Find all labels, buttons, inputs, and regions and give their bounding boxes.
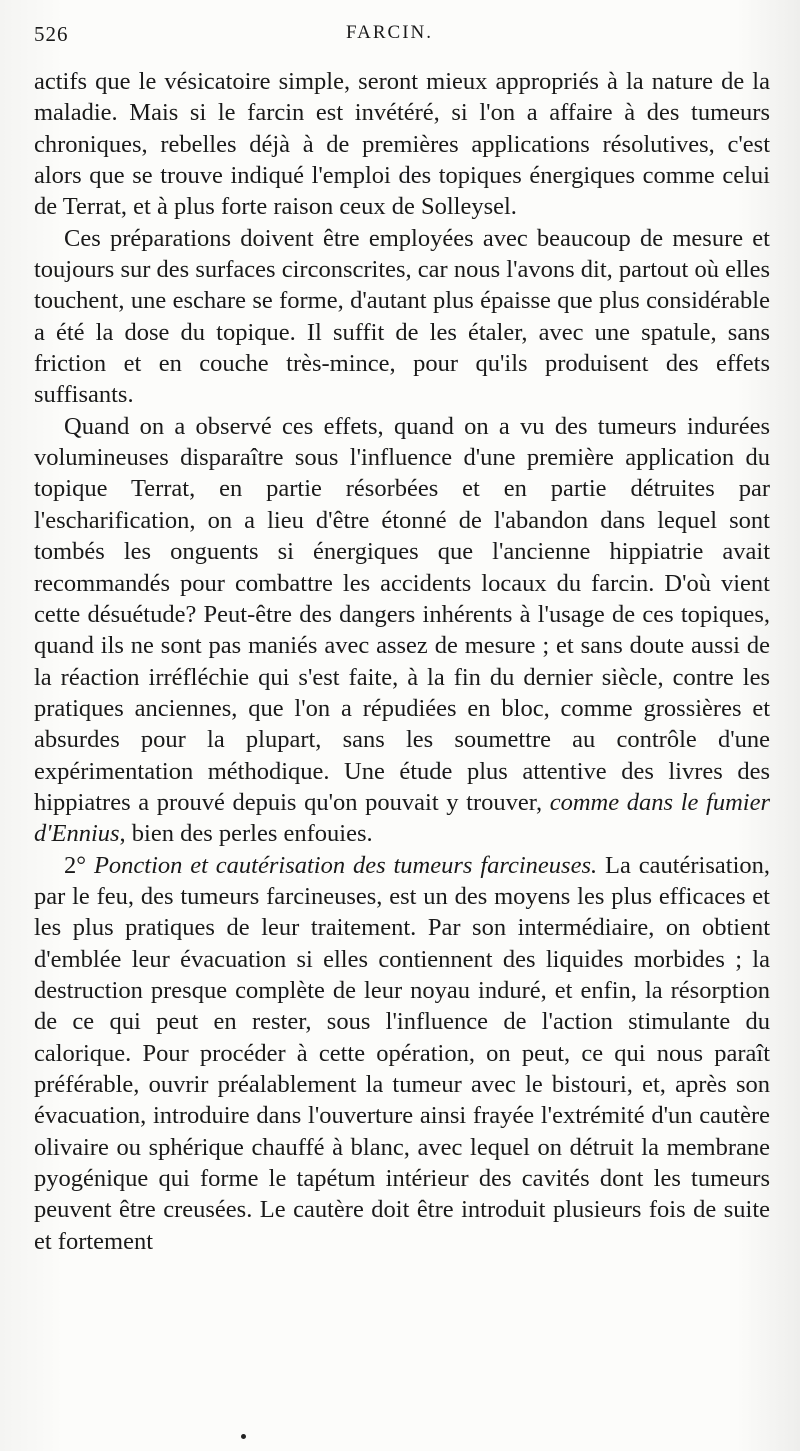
body-text [34,66,770,1257]
page-number: 526 [34,22,69,46]
running-title: FARCIN. [346,22,434,43]
paragraph-4 [34,850,770,1257]
paragraph-3-italic-quote: comme dans le fumier d'Ennius [34,788,770,848]
paragraph-4-text: La cautérisation, par le feu, des tumeurs farcineuses, est un des moyens les plus efficaces et les plus pratiques de leur traitement. Par son intermédiaire, on obtient d'emblée leur évacuation si elles contiennent des liquides morbides ; la destruction presque complète de leur noyau induré, et enfin, la résorption de ce qui peut en rester, sous l'influence de l'action stimulante du calorique. Pour procéder à cette opération, on peut, ce qui nous paraît préférable, ouvrir préalablement la tumeur avec le bistouri, et, après son évacuation, introduire dans l'ouverture ainsi frayée l'extrémité d'un cautère olivaire ou sphérique chauffé à blanc, avec lequel on détruit la membrane pyogénique qui forme le tapétum intérieur des cavités dont les tumeurs peuvent être creusées. Le cautère doit être introduit plusieurs fois de suite et fortement [34,851,771,1255]
paragraph-2 [34,223,770,411]
paragraph-1 [34,66,770,223]
paragraph-3-text-end: , bien des perles enfouies. [119,820,373,848]
paragraph-1-text: actifs que le vésicatoire simple, seront mieux appropriés à la nature de la maladie. Mais si le farcin est invétéré, si l'on a affaire à des tumeurs chroniques, rebelles déjà à de premières applications résolutives, c'est alors que se trouve indiqué l'emploi des topiques énergiques comme celui de Terrat, et à plus forte raison ceux de Solleysel. [34,68,770,221]
paragraph-3-text: Quand on a observé ces effets, quand on a vu des tumeurs indurées volumineuses disparaître sous l'influence d'une première application du topique Terrat, en partie résorbées et en partie détruites par l'escharification, on a lieu d'être étonné de l'abandon dans lequel sont tombés les onguents si énergiques que l'ancienne hippiatrie avait recommandés pour combattre les accidents locaux du farcin. D'où vient cette désuétude? Peut-être des dangers inhérents à l'usage de ces topiques, quand ils ne sont pas maniés avec assez de mesure ; et sans doute aussi de la réaction irréfléchie qui s'est faite, à la fin du dernier siècle, contre les pratiques anciennes, que l'on a répudiées en bloc, comme grossières et absurdes pour la plupart, sans les soumettre au contrôle d'une expérimentation méthodique. Une étude plus attentive des livres des hippiatres a prouvé depuis qu'on pouvait y trouver, [34,412,770,816]
section-heading: Ponction et cautérisation des tumeurs farcineuses. [93,851,598,879]
section-number: 2° [64,851,87,879]
paragraph-3 [34,411,770,850]
paragraph-2-text: Ces préparations doivent être employées avec beaucoup de mesure et toujours sur des surfaces circonscrites, car nous l'avons dit, partout où elles touchent, une eschare se forme, d'autant plus épaisse que plus considérable a été la dose du topique. Il suffit de les étaler, avec une spatule, sans friction et en couche très-mince, pour qu'ils produisent des effets suffisants. [34,224,770,409]
ink-speck [241,1434,246,1439]
page-header [34,22,770,52]
